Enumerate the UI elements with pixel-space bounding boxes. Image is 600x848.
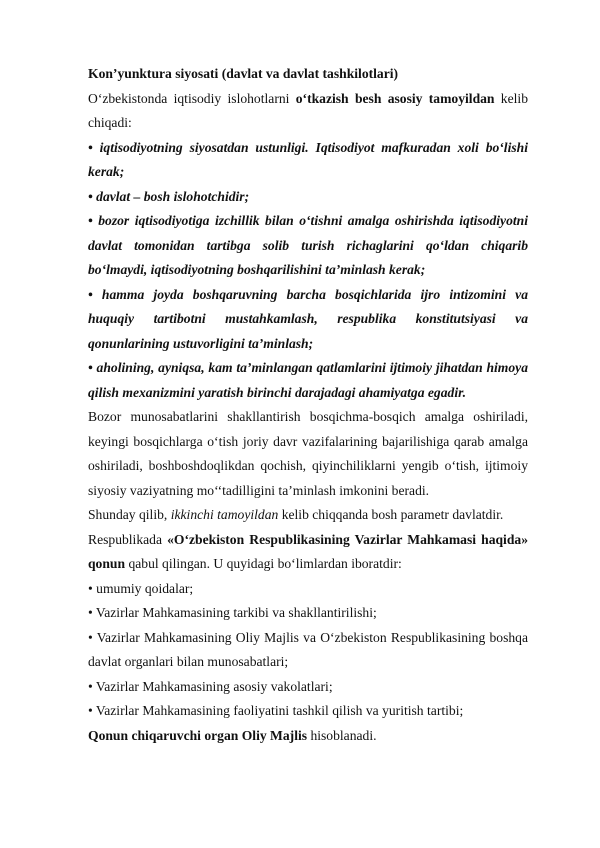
intro-tail: kelib chiqadi: (88, 90, 528, 130)
law-tail: qabul qilingan. U quyidagi bo‘limlardan iboratdir: (125, 556, 402, 571)
principle-item: • hamma joyda boshqaruvning barcha bosqichlarida ijro intizomini va huquqiy tartibotni mustahkamlash, respublika konstitutsiyasi va qonunlarining ustuvorligini ta’minlash; (88, 286, 528, 351)
intro-text: O‘zbekistonda iqtisodiy islohotlarni (88, 90, 296, 106)
intro-paragraph (88, 87, 528, 136)
conclusion-text: Shunday qilib, (88, 507, 171, 522)
conclusion-italic: ikkinchi tamoyildan (170, 507, 279, 522)
principle-item: • iqtisodiyotning siyosatdan ustunligi. Iqtisodiyot mafkuradan xoli bo‘lishi kerak; (88, 139, 528, 179)
principle-item: • davlat – bosh islohotchidir; (88, 188, 250, 204)
law-paragraph (88, 528, 528, 577)
principle-item: • aholining, ayniqsa, kam ta’minlangan qatlamlarini ijtimoiy jihatdan himoya qilish mexanizmini yaratish birinchi darajadagi ahamiyatga egadir. (88, 360, 528, 400)
closing-bold: Qonun chiqaruvchi organ Oliy Majlis (88, 727, 308, 743)
section-title: Kon’yunktura siyosati (davlat va davlat tashkilotlari) (88, 66, 399, 81)
principle-item: • bozor iqtisodiyotiga izchillik bilan o‘tishni amalga oshirishda iqtisodiyotni davlat tomonidan tartibga solib turish richaglarini qo‘ldan chiqarib bo‘lmaydi, iqtisodiyotning boshqarilishini ta’minlash kerak; (88, 213, 528, 277)
conclusion-tail: kelib chiqqanda bosh parametr davlatdir. (278, 507, 504, 522)
law-title: «O‘zbekiston Respublikasining Vazirlar Mahkamasi haqida» qonun (88, 531, 528, 571)
section-item: • Vazirlar Mahkamasining tarkibi va shakllantirilishi; (88, 605, 377, 620)
law-text: Respublikada (88, 531, 168, 547)
section-item: • umumiy qoidalar; (88, 580, 194, 596)
section-item: • Vazirlar Mahkamasining faoliyatini tashkil qilish va yuritish tartibi; (88, 703, 464, 718)
conclusion-paragraph (88, 503, 528, 528)
section-item: • Vazirlar Mahkamasining Oliy Majlis va O‘zbekiston Respublikasining boshqa davlat organlari bilan munosabatlari; (88, 629, 528, 669)
closing-paragraph (88, 724, 528, 749)
intro-bold: o‘tkazish besh asosiy tamoyildan (295, 90, 495, 106)
section-item: • Vazirlar Mahkamasining asosiy vakolatlari; (88, 678, 333, 694)
market-paragraph: Bozor munosabatlarini shakllantirish bosqichma-bosqich amalga oshiriladi, keyingi bosqichlarga o‘tish joriy davr vazifalarining bajarilishiga qarab amalga oshiriladi, boshboshdoqlikdan qochish, qiyinchiliklarni yengib o‘tish, ijtimoiy siyosiy vaziyatning mo‘‘tadilligini ta’minlash imkonini beradi. (88, 409, 528, 498)
closing-tail: hisoblanadi. (307, 727, 377, 743)
document-page (88, 62, 528, 748)
